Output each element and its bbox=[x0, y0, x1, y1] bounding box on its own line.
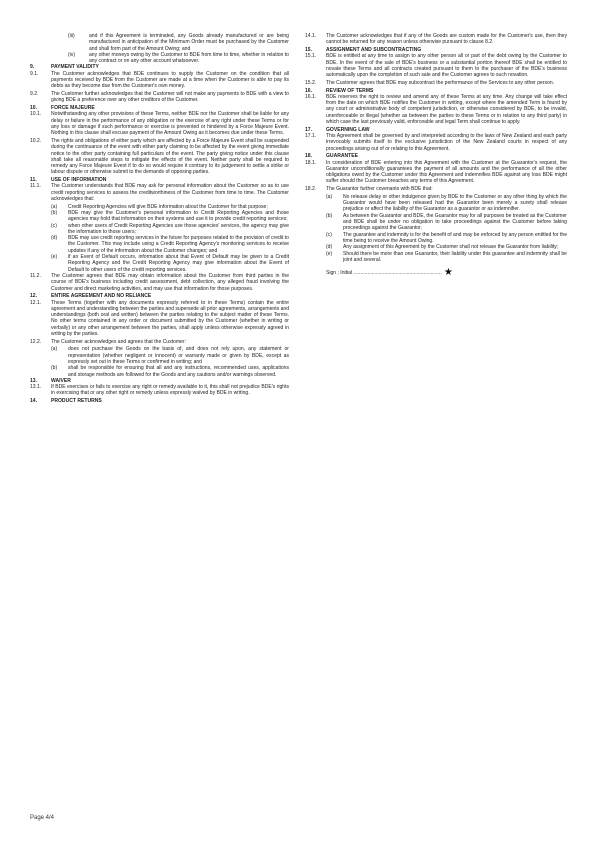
clause bbox=[30, 111, 289, 136]
clause-number: 12.2. bbox=[30, 338, 42, 345]
star-icon: ★ bbox=[443, 267, 453, 279]
sub-clause-number: (b) bbox=[326, 212, 333, 219]
clause-number: 15.2. bbox=[305, 79, 317, 86]
right-column bbox=[305, 33, 567, 277]
clause-text: The Customer understands that BDE may ask for personal information about the Customer so as to use credit reporting services to assess the creditworthiness of the Customer from time to time. The Customer acknowledges that: bbox=[51, 183, 289, 202]
clause-number: 12.1. bbox=[30, 299, 42, 306]
clause-text: If BDE exercises or fails to exercise any right or remedy available to it, this shall not prejudice BDE's rights in exercising that or any other right or remedy unless expressly waived by BDE in writing. bbox=[51, 384, 289, 397]
clause-text: The Customer acknowledges that BDE continues to supply the Customer on the condition that all payments received by BDE from the Customer are made at a time when the Customer is able to pay its debts as they become due from the Customer's own money. bbox=[51, 70, 289, 90]
clause bbox=[30, 138, 289, 176]
clause-number: 10.2. bbox=[30, 137, 42, 144]
sub-clause-number: (b) bbox=[51, 365, 58, 372]
section-heading-text: GUARANTEE bbox=[326, 153, 358, 160]
sub-clause-number: (d) bbox=[326, 244, 333, 251]
clause-number: 13.1. bbox=[30, 384, 42, 391]
section-heading-text: FORCE MAJEURE bbox=[51, 105, 95, 112]
sub-clause-text: if an Event of Default occurs, information about that Event of Default may be given to a Credit Reporting Agency and the Credit Reporting Agency may give information about the Event of Default to other users of the credit reporting services. bbox=[68, 254, 289, 273]
signature-label: Sign ; Initial ............................................................... bbox=[326, 269, 442, 276]
sub-clause-number: (a) bbox=[326, 193, 333, 200]
clause-text: The Customer agrees that BDE may subcontract the performance of the Services to any other person. bbox=[326, 79, 555, 86]
clause bbox=[305, 186, 567, 192]
clause-text: BDE is entitled at any time to assign to any other person all or part of the debt owing by the Customer to BDE. In the event of the sale of BDE's business or a substantial portion thereof BDE shall be entitled to novate these Terms and all contracts created pursuant to them to the purchaser of the BDE's business automatically upon the completion of such sale and the Customer agrees to such novation. bbox=[326, 53, 567, 79]
section-heading-number: 13. bbox=[30, 377, 38, 384]
clause-number: 10.1. bbox=[30, 111, 42, 118]
sub-clause bbox=[51, 254, 289, 273]
clause-text: These Terms (together with any documents expressly referred to in these Terms) contain the entire agreement and understanding between the parties and supersede all prior agreements, arrangements and understandings (both oral and written) between the parties relating to the subject matter of these Terms. No other terms contained in any order or document submitted by the Customer (whether in writing or verbally) or any other arrangement between the parties, shall apply unless otherwise expressly agreed in writing by the parties. bbox=[51, 299, 289, 337]
clause bbox=[30, 273, 289, 292]
clause bbox=[305, 160, 567, 185]
section-heading-number: 14. bbox=[30, 398, 38, 405]
clause bbox=[305, 80, 567, 86]
sub-clause-text: does not purchase the Goods on the basis of, and does not rely upon, any statement or representation (whether negligent or innocent) or warranty made or given by BDE, except as expressly set out in these Terms or confirmed in writing; and bbox=[68, 346, 289, 365]
sub-clause bbox=[68, 33, 289, 52]
clause-number: 16.1. bbox=[305, 93, 317, 100]
sub-clause bbox=[51, 346, 289, 365]
section-heading-number: 10. bbox=[30, 105, 38, 112]
section-heading-text: USE OF INFORMATION bbox=[51, 177, 107, 184]
section-heading-number: 16. bbox=[305, 87, 313, 94]
sub-clause bbox=[68, 52, 289, 65]
clause-text: The rights and obligations of either party which are affected by a Force Majeure Event shall be suspended during the continuance of the event with either party claiming to be affected by the event giving immediate notice to the other party containing full particulars of the event. The party giving notice under this clause shall take all reasonable steps to mitigate the effects of the event. Neither party shall be required to remedy any Force Majeure Event if to do so would require it contrary to its judgement to settle a strike or labour dispute or otherwise submit to the demands of opposing parties. bbox=[51, 137, 289, 176]
clause-text: Notwithstanding any other provisions of these Terms, neither BDE nor the Customer shall be liable for any delay or failure in the performance of any obligation or the exercise of any right under these Terms or for any loss or damage if such performance or exercise is prevented or hindered by a Force Majeure Event. Nothing in this clause shall excuse payment of the Amount Owing as it becomes due under these Terms. bbox=[51, 111, 289, 137]
sub-clause-number: (d) bbox=[51, 235, 58, 242]
sub-clause-number: (e) bbox=[326, 250, 333, 257]
clause bbox=[305, 53, 567, 78]
clause-number: 9.1. bbox=[30, 70, 39, 77]
sub-clause bbox=[326, 213, 567, 232]
sub-clause-number: (e) bbox=[51, 254, 58, 261]
signature-line bbox=[326, 269, 567, 277]
section-heading-text: GOVERNING LAW bbox=[326, 126, 370, 133]
section-heading-number: 15. bbox=[305, 46, 313, 53]
sub-clause-text: and if this Agreement is terminated, any Goods already manufactured or are being manufactured in anticipation of the Minimum Order must be purchased by the Customer and shall form part of the Amount Owing; and bbox=[89, 33, 289, 52]
sub-clause-number: (iv) bbox=[68, 51, 76, 58]
section-heading-text: PAYMENT VALIDITY bbox=[51, 64, 99, 71]
clause-text: The Customer acknowledges that if any of the Goods are custom made for the Customer's use, then they cannot be returned for any reason unless otherwise pursuant to clause 8.2. bbox=[326, 33, 567, 46]
clause-number: 14.1. bbox=[305, 33, 317, 39]
section-heading-text: ASSIGNMENT AND SUBCONTRACTING bbox=[326, 46, 422, 53]
section-heading-text: WAIVER bbox=[51, 377, 71, 384]
sub-clause bbox=[326, 194, 567, 213]
sub-clause-number: (b) bbox=[51, 209, 58, 216]
sub-clause bbox=[51, 365, 289, 378]
section-heading-number: 12. bbox=[30, 293, 38, 300]
clause bbox=[305, 33, 567, 46]
clause bbox=[30, 91, 289, 104]
clause-text: BDE reserves the right to review and amend any of these Terms at any time. Any change will take effect from the date on which BDE notifies the Customer in writing, except where the amended Term is found by any court or administrative body of competent jurisdiction, or otherwise considered by BDE, to be invalid, unenforceable or illegal (whether as between the parties to these Terms or in relation to any third party) in which case the last previously valid, enforceable and legal Term shall continue to apply. bbox=[326, 93, 567, 126]
section-heading-text: PRODUCT RETURNS bbox=[51, 398, 102, 405]
clause-number: 11.2. bbox=[30, 272, 41, 279]
clause-text: The Customer agrees that BDE may obtain information about the Customer from third parties in the course of BDE's business including credit assessment, debt collection, any alleged fraud involving the Customer and direct marketing activities, and may use that information for those purposes. bbox=[51, 272, 289, 292]
sub-clause-text: Any assignment of this Agreement by the Customer shall not release the Guarantor from liability; bbox=[343, 244, 559, 251]
sub-clause-text: BDE may give the Customer's personal information to Credit Reporting Agencies and those agencies may hold that information on their systems and use it to provide credit reporting services; bbox=[68, 209, 289, 223]
sub-clause bbox=[326, 251, 567, 264]
clause bbox=[30, 339, 289, 345]
clause bbox=[30, 300, 289, 338]
clause bbox=[30, 384, 289, 397]
clause-text: This Agreement shall be governed by and interpreted according to the laws of New Zealand and each party irrevocably submits itself to the exclusive jurisdiction of the New Zealand courts in respect of any proceedings arising out of or relating to this Agreement. bbox=[326, 133, 567, 152]
clause-text: The Guarantor further covenants with BDE that: bbox=[326, 186, 433, 193]
sub-clause-number: (a) bbox=[51, 346, 58, 353]
sub-clause-number: (a) bbox=[51, 203, 58, 210]
sub-clause-text: As between the Guarantor and BDE, the Guarantor may for all purposes be treated as the Customer and BDE shall be under no obligation to take proceedings against the Customer before taking proceedings against the Guarantor. bbox=[343, 212, 567, 232]
section-heading-number: 11. bbox=[30, 177, 37, 184]
sub-clause bbox=[51, 223, 289, 236]
left-column bbox=[30, 33, 289, 404]
clause-text: In consideration of BDE entering into this Agreement with the Customer at the Guarantor's request, the Guarantor unconditionally guarantees the payment of all amounts and the performance of all the other obligations owed by the Customer under this Agreement and indemnifies BDE against any loss BDE might suffer should the Customer breaches any terms of this Agreement. bbox=[326, 159, 567, 185]
clause-number: 11.1. bbox=[30, 183, 41, 190]
sub-clause-text: Credit Reporting Agencies will give BDE information about the Customer for that purpose; bbox=[68, 203, 268, 210]
sub-clause-text: The guarantee and indemnity is for the benefit of and may be enforced by any person entitled for the time being to receive the Amount Owing. bbox=[343, 231, 567, 244]
clause-number: 17.1. bbox=[305, 133, 317, 140]
clause bbox=[305, 133, 567, 152]
sub-clause bbox=[326, 232, 567, 245]
sub-clause bbox=[51, 235, 289, 254]
sub-clause bbox=[51, 210, 289, 223]
clause-number: 18.2. bbox=[305, 186, 317, 193]
sub-clause-text: shall be responsible for ensuring that all and any instructions, recommended uses, applications and storage methods are followed for the Goods and any cautions and/or warnings observed. bbox=[68, 365, 289, 378]
sub-clause-number: (c) bbox=[326, 231, 332, 238]
section-heading-text: REVIEW OF TERMS bbox=[326, 87, 374, 94]
section-heading-number: 18. bbox=[305, 153, 313, 160]
clause bbox=[30, 183, 289, 202]
section-heading bbox=[30, 398, 289, 404]
clause-number: 15.1. bbox=[305, 53, 317, 60]
clause-number: 18.1. bbox=[305, 159, 317, 166]
clause-text: The Customer acknowledges and agrees that the Customer: bbox=[51, 338, 186, 345]
sub-clause-text: Should there be more than one Guarantor, their liability under this guarantee and indemnity shall be joint and several. bbox=[343, 250, 567, 263]
sub-clause-text: No release delay or other indulgence given by BDE to the Customer or any other thing by which the Guarantor would have been released had the Guarantor been merely a surety shall release prejudice or affect the liability of the Guarantor as a guarantor or as indemnifier. bbox=[343, 193, 567, 213]
sub-clause-text: when other users of Credit Reporting Agencies use those agencies' services, the agency may give the information to those users; bbox=[68, 222, 289, 235]
section-heading-number: 17. bbox=[305, 126, 313, 133]
clause bbox=[30, 71, 289, 90]
sub-clause-text: BDE may use credit reporting services in the future for purposes related to the provision of credit to the Customer. This may include using a Credit Reporting Agency's monitoring services to receive updates if any of the information about the Customer changes; and bbox=[68, 235, 289, 254]
clause-number: 9.2. bbox=[30, 91, 39, 98]
section-heading-number: 9. bbox=[30, 64, 35, 71]
clause bbox=[305, 94, 567, 125]
sub-clause-number: (c) bbox=[51, 222, 57, 229]
sub-clause-number: (iii) bbox=[68, 33, 75, 39]
page-number: Page 4/4 bbox=[30, 815, 55, 821]
section-heading-text: ENTIRE AGREEMENT AND NO RELIANCE bbox=[51, 293, 152, 300]
sub-clause-text: any other moneys owing by the Customer to BDE from time to time, whether in relation to any contract or on any other account whatsoever. bbox=[89, 51, 289, 65]
clause-text: The Customer further acknowledges that the Customer will not make any payments to BDE with a view to giving BDE a preference over any other creditors of the Customer. bbox=[51, 91, 289, 104]
